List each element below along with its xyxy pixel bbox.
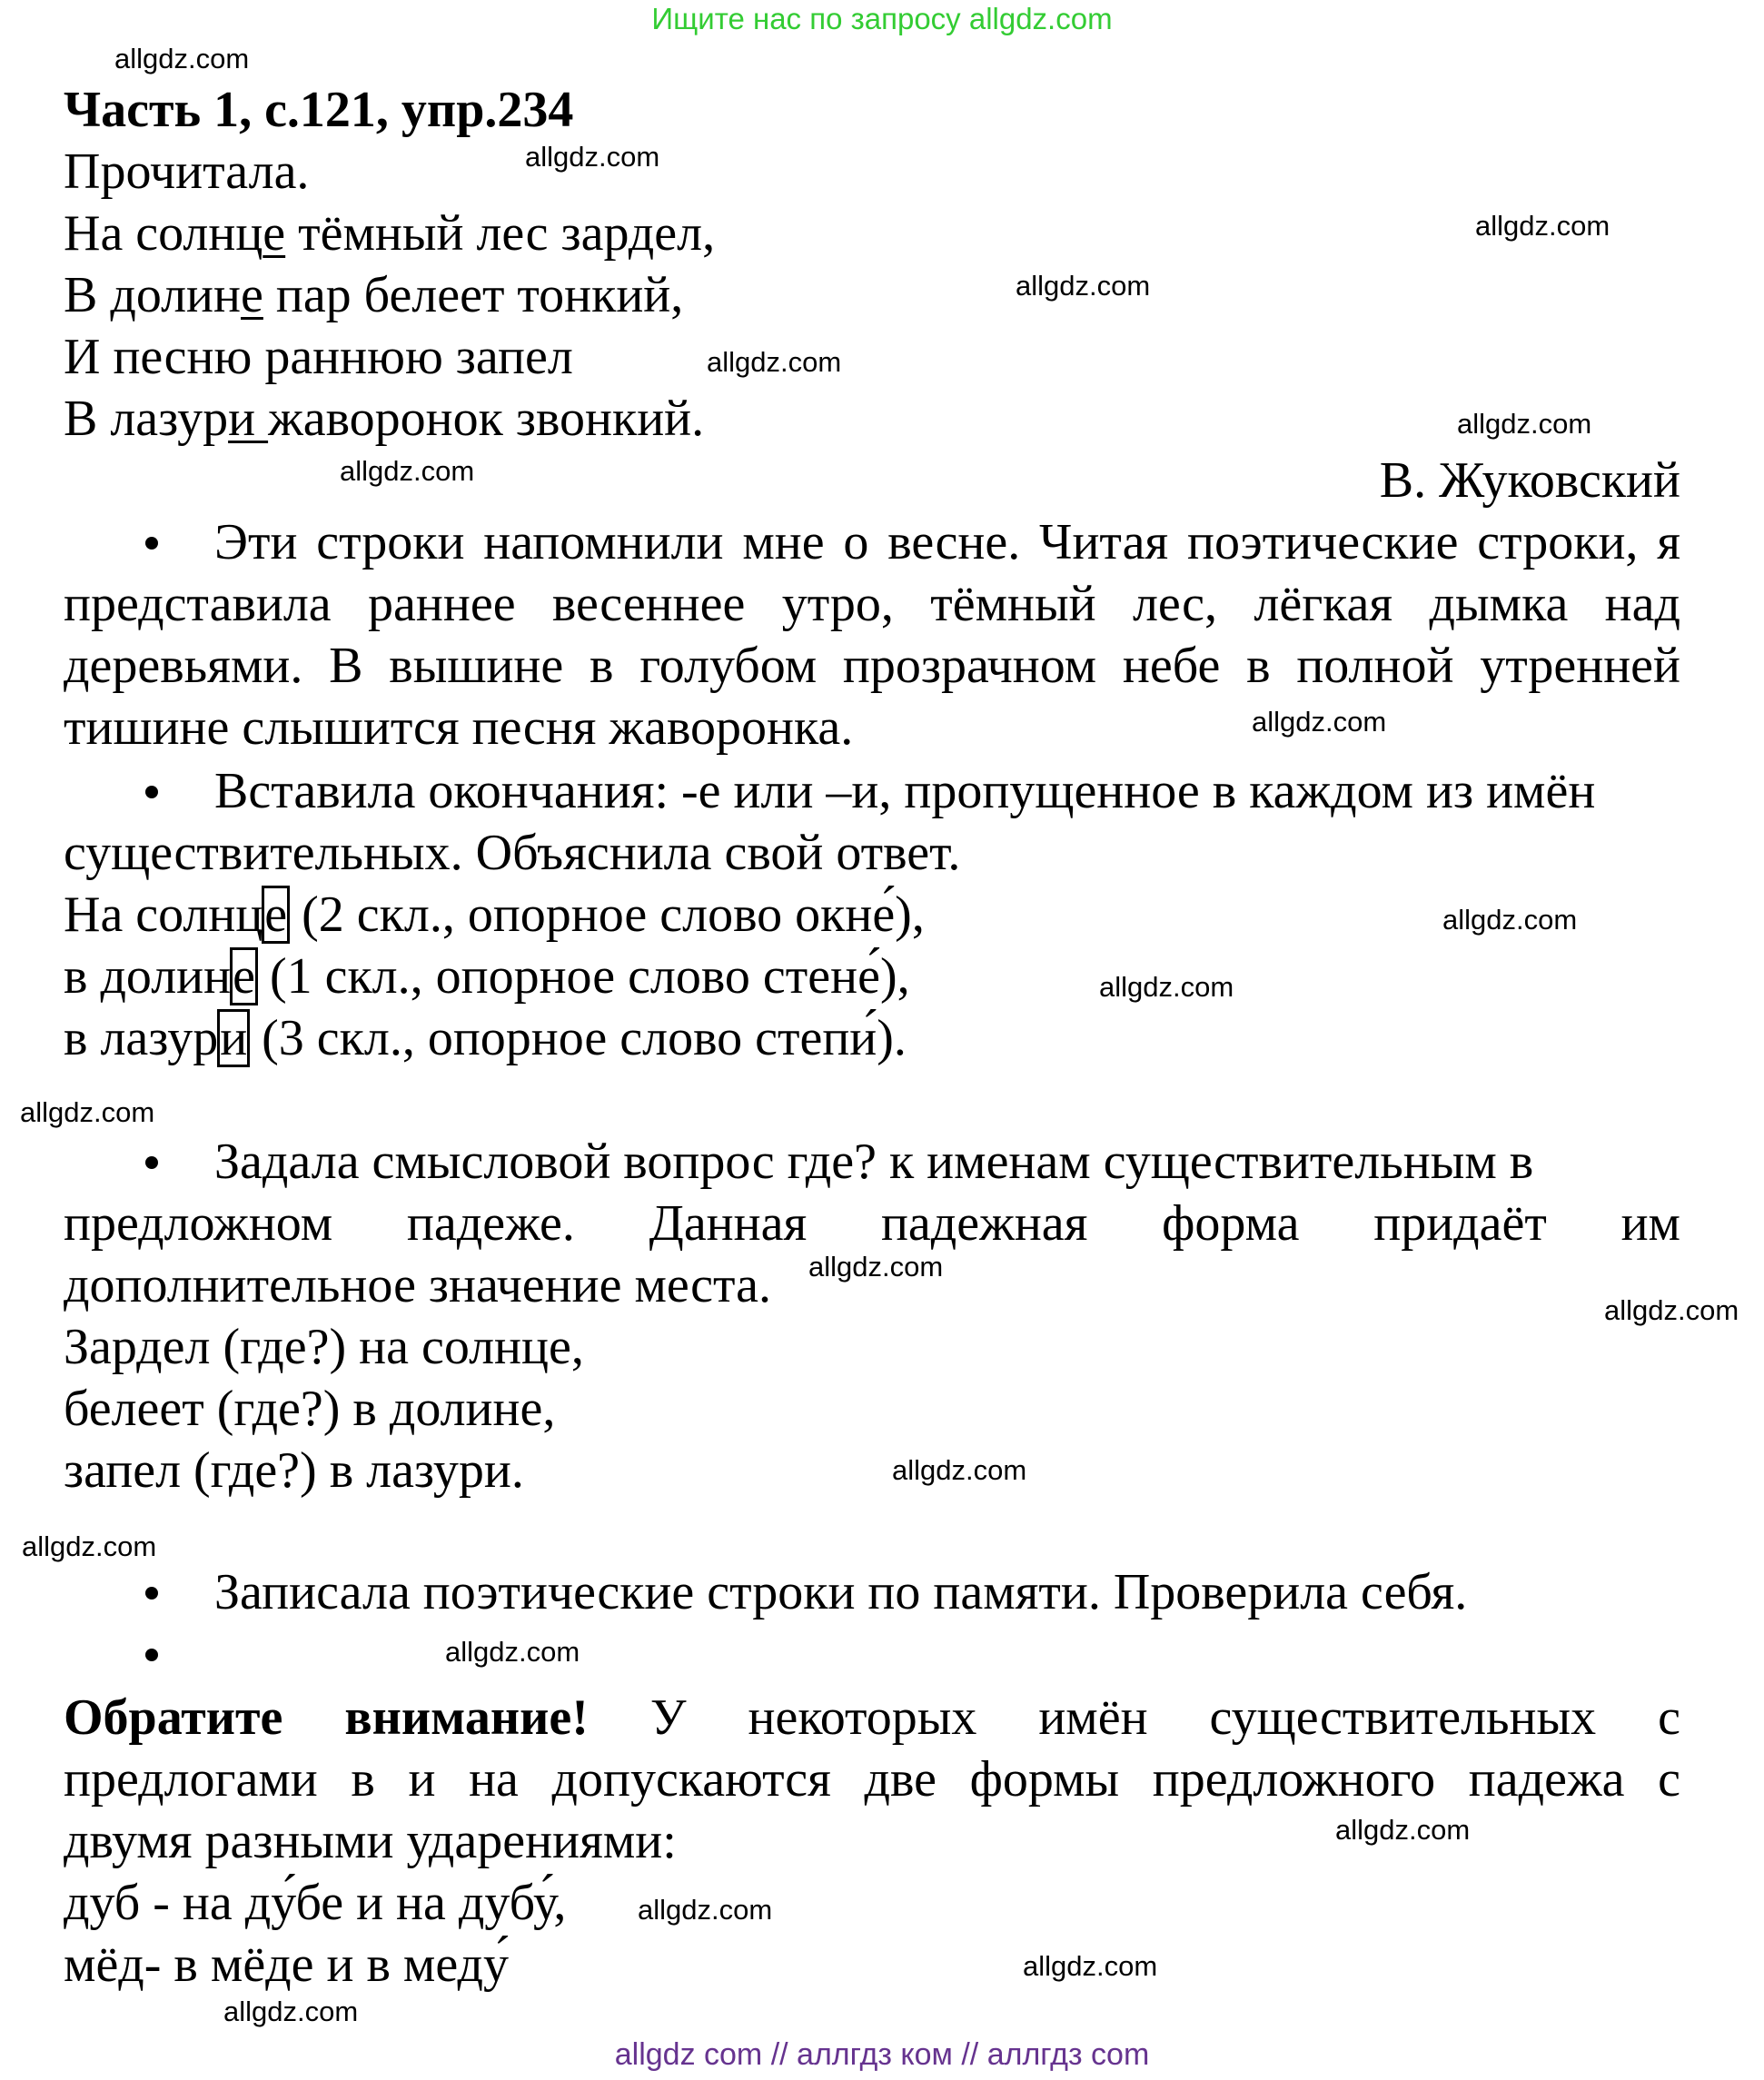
watermark: allgdz.com bbox=[1023, 1950, 1158, 1982]
watermark: allgdz.com bbox=[1252, 706, 1387, 738]
watermark: allgdz.com bbox=[1016, 270, 1151, 302]
paragraph-1-line-2: представила раннее весеннее утро, тёмный лес, лёгкая дымка над bbox=[64, 576, 1680, 632]
paragraph-1-line-1: Эти строки напомнили мне о весне. Читая поэтические строки, я bbox=[64, 512, 1680, 572]
watermark: allgdz.com bbox=[1099, 971, 1234, 1003]
watermark: allgdz.com bbox=[340, 455, 475, 487]
question-line-1: Зардел (где?) на солнце, bbox=[64, 1319, 584, 1375]
watermark: allgdz.com bbox=[445, 1636, 580, 1668]
watermark: allgdz.com bbox=[707, 346, 842, 378]
watermark: allgdz.com bbox=[223, 1996, 359, 2027]
bullet-icon bbox=[145, 786, 158, 798]
paragraph-2-line-2: существительных. Объяснила свой ответ. bbox=[64, 825, 961, 881]
paragraph-3-line-3: дополнительное значение места. bbox=[64, 1257, 771, 1313]
top-banner: Ищите нас по запросу allgdz.com bbox=[651, 2, 1113, 35]
note-line-1: Обратите внимание! У некоторых имён существительных с bbox=[64, 1689, 1680, 1746]
bullet-icon bbox=[145, 1649, 158, 1661]
note-example-2: мёд- в мёде и в меду́ bbox=[64, 1936, 509, 1993]
boxed-ending: и bbox=[220, 1010, 248, 1066]
boxed-ending: е bbox=[264, 886, 288, 943]
watermark: allgdz.com bbox=[1442, 904, 1578, 936]
intro-line: Прочитала. bbox=[64, 144, 310, 200]
paragraph-2-line-1: Вставила окончания: -е или –и, пропущенное в каждом из имён bbox=[64, 761, 1680, 821]
note-line-3: двумя разными ударениями: bbox=[64, 1813, 677, 1869]
paragraph-1-line-3: деревьями. В вышине в голубом прозрачном небе в полной утренней bbox=[64, 638, 1680, 694]
boxed-ending: е bbox=[233, 948, 255, 1005]
watermark: allgdz.com bbox=[892, 1454, 1027, 1486]
poem-line-4: В лазури жаворонок звонкий. bbox=[64, 391, 705, 447]
question-line-2: белеет (где?) в долине, bbox=[64, 1381, 556, 1437]
poem-line-1: На солнце тёмный лес зардел, bbox=[64, 205, 716, 262]
watermark: allgdz.com bbox=[638, 1894, 773, 1926]
poem-line-3: И песню раннюю запел bbox=[64, 329, 573, 385]
paragraph-1-line-4: тишине слышится песня жаворонка. bbox=[64, 699, 854, 756]
watermark: allgdz.com bbox=[1335, 1814, 1471, 1846]
question-line-3: запел (где?) в лазури. bbox=[64, 1442, 524, 1499]
ending-line-2: в долине (1 скл., опорное слово стене́), bbox=[64, 948, 910, 1005]
empty-bullet-line bbox=[64, 1624, 1680, 1684]
exercise-title: Часть 1, с.121, упр.234 bbox=[64, 82, 574, 138]
watermark: allgdz.com bbox=[114, 43, 250, 74]
watermark: allgdz.com bbox=[525, 141, 660, 173]
paragraph-3-line-2: предложном падеже. Данная падежная форма придаёт им bbox=[64, 1195, 1680, 1252]
note-example-1: дуб - на ду́бе и на дубу́, bbox=[64, 1875, 567, 1931]
watermark: allgdz.com bbox=[20, 1096, 155, 1128]
poem-line-2: В долине пар белеет тонкий, bbox=[64, 267, 684, 323]
watermark: allgdz.com bbox=[1457, 408, 1592, 440]
ending-line-1: На солнце (2 скл., опорное слово окне́), bbox=[64, 886, 925, 943]
bullet-icon bbox=[145, 537, 158, 550]
ending-line-3: в лазури (3 скл., опорное слово степи́). bbox=[64, 1010, 907, 1066]
bottom-banner: allgdz com // аллгдз ком // аллгдз com bbox=[614, 2037, 1150, 2072]
bullet-icon bbox=[145, 1587, 158, 1600]
watermark: allgdz.com bbox=[808, 1251, 944, 1283]
poem-author: В. Жуковский bbox=[1379, 452, 1680, 509]
watermark: allgdz.com bbox=[1604, 1294, 1739, 1326]
paragraph-4: Записала поэтические строки по памяти. Проверила себя. bbox=[64, 1562, 1680, 1622]
paragraph-3-line-1: Задала смысловой вопрос где? к именам существительным в bbox=[64, 1132, 1680, 1192]
watermark: allgdz.com bbox=[1475, 210, 1610, 242]
bullet-icon bbox=[145, 1156, 158, 1169]
watermark: allgdz.com bbox=[22, 1530, 157, 1562]
note-line-2: предлогами в и на допускаются две формы предложного падежа с bbox=[64, 1751, 1680, 1808]
